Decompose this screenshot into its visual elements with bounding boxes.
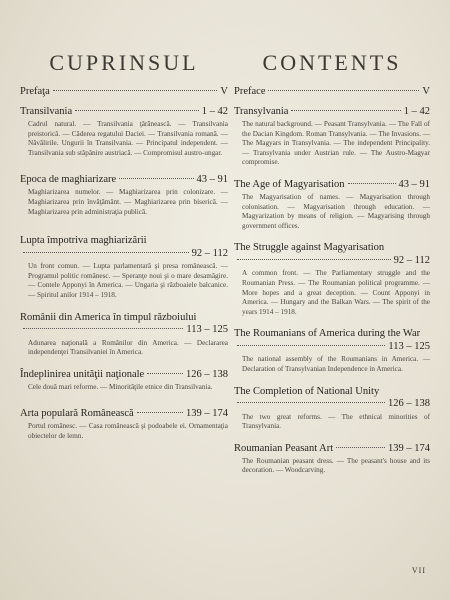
- dot-leader: [23, 252, 189, 253]
- dot-leader: [291, 110, 400, 111]
- toc-entry: [20, 235, 228, 300]
- toc-entry: [20, 369, 228, 393]
- page-number: VII: [411, 566, 426, 575]
- toc-entry: [234, 328, 430, 374]
- english-entry-list: [234, 86, 430, 487]
- entry-pages: 43 – 91: [196, 174, 228, 186]
- entry-title: Epoca de maghiarizare: [20, 174, 117, 186]
- romanian-heading: CUPRINSUL: [49, 50, 199, 75]
- entry-description: Adunarea naţională a Românilor din America. — Declararea independenţei Transilvaniei în America.: [28, 338, 228, 357]
- entry-description: The two great reforms. — The ethnical minorities of Transylvania.: [242, 412, 430, 431]
- entry-title: Transilvania: [20, 106, 73, 117]
- dot-leader: [75, 110, 199, 111]
- toc-entry: [234, 386, 430, 432]
- dot-leader: [237, 402, 385, 403]
- entry-title: Transylvania: [234, 106, 289, 117]
- dot-leader: [336, 447, 385, 448]
- entry-title: Preface: [234, 86, 266, 97]
- toc-entry: [234, 86, 430, 98]
- entry-description: Maghiarizarea numelor. — Maghiarizarea prin colonizare. — Maghiarizarea prin învăţământ. — Maghiarizarea prin biserică. — Maghiarizarea prin administraţia publică.: [28, 188, 228, 216]
- toc-entry: [234, 179, 430, 231]
- dot-leader: [237, 259, 391, 260]
- entry-description: Un front comun. — Lupta parlamentară şi presa românească. — Programul politic românesc. — Speranţe noui şi o mare desamăgire. — Contele Apponyi în America. — Ungaria şi războaiele balcanice. — Spiritul anilor 1914 – 1918.: [28, 262, 228, 299]
- entry-description: The Roumanian peasant dress. — The peasant's house and its decoration. — Woodcarving.: [242, 456, 430, 475]
- toc-entry: [20, 408, 228, 441]
- entry-pages: 139 – 174: [186, 408, 228, 420]
- entry-pages: 43 – 91: [398, 178, 430, 190]
- entry-pages: 113 – 125: [388, 340, 430, 352]
- toc-entry: [234, 443, 430, 476]
- entry-description: The national assembly of the Roumanians in America. — Declaration of Transylvanian Independence in America.: [242, 355, 430, 373]
- entry-title: Românii din America în timpul războiului: [20, 311, 197, 323]
- toc-entry: [20, 312, 228, 358]
- dot-leader: [237, 345, 385, 346]
- entry-pages: 126 – 138: [388, 398, 430, 409]
- entry-title: The Struggle against Magyarisation: [234, 242, 385, 254]
- toc-entry: [20, 86, 228, 98]
- entry-title: Îndeplinirea unităţii naţionale: [20, 368, 145, 380]
- toc-entry: [20, 106, 228, 158]
- entry-description: A common front. — The Parliamentary struggle and the Roumanian Press. — The Roumanian political programme. — More hopes and a great deception. — Count Apponyi in America. — Hungary and the Balkan Wars. — The spirit of the years 1914 – 1918.: [242, 269, 430, 316]
- dot-leader: [348, 183, 396, 184]
- toc-entry: [234, 106, 430, 168]
- entry-description: Portul românesc. — Casa românească şi podoabele ei. Ornamentaţia obiectelor de lemn.: [28, 422, 228, 440]
- entry-title: The Completion of National Unity: [234, 385, 380, 397]
- entry-description: Cadrul natural. — Transilvania ţărănească. — Transilvania preistorică. — Căderea regatului Daciei. — Transilvania romană. — Năvălirile. Ungurii în Transilvania. — Principatul independent. — Transilvania sub stăpânire austriacă. — Compromisul austro-ungar.: [28, 120, 228, 157]
- dot-leader: [23, 328, 183, 329]
- entry-title: The Roumanians of America during the War: [234, 328, 421, 340]
- toc-entry: [234, 242, 430, 317]
- dot-leader: [147, 373, 183, 374]
- entry-title: Arta populară Românească: [20, 408, 134, 420]
- entry-pages: 113 – 125: [186, 324, 228, 336]
- dot-leader: [268, 90, 419, 91]
- dot-leader: [137, 412, 183, 413]
- entry-title: Prefaţa: [20, 86, 50, 97]
- entry-pages: 1 – 42: [403, 106, 430, 117]
- toc-entry: [20, 174, 228, 217]
- entry-pages: V: [220, 86, 228, 97]
- romanian-entry-list: [20, 86, 228, 453]
- entry-description: The natural background. — Peasant Transylvania. — The Fall of the Dacian Kingdom. Roman Transylvania. — The Invasions. — The Magyars in Transylvania. — The independent Principality. — Transylvania under Austrian rule. — The Austro-Magyar compromise.: [242, 120, 430, 167]
- entry-pages: V: [422, 86, 430, 97]
- entry-title: The Age of Magyarisation: [234, 178, 345, 190]
- entry-pages: 92 – 112: [191, 247, 228, 259]
- english-heading: CONTENTS: [262, 50, 402, 75]
- entry-pages: 126 – 138: [186, 368, 228, 380]
- dot-leader: [119, 178, 193, 179]
- entry-pages: 139 – 174: [388, 442, 430, 454]
- entry-pages: 92 – 112: [393, 254, 430, 266]
- entry-title: Lupta împotriva maghiarizării: [20, 235, 147, 247]
- entry-pages: 1 – 42: [201, 106, 228, 117]
- entry-description: The Magyarisation of names. — Magyarisation through colonisation. — Magyarisation through education. — Magyarization by means of religion. — Magyarising through government offices.: [242, 192, 430, 230]
- dot-leader: [53, 90, 218, 91]
- entry-description: Cele două mari reforme. — Minorităţile etnice din Transilvania.: [28, 382, 213, 391]
- entry-title: Roumanian Peasant Art: [234, 442, 334, 454]
